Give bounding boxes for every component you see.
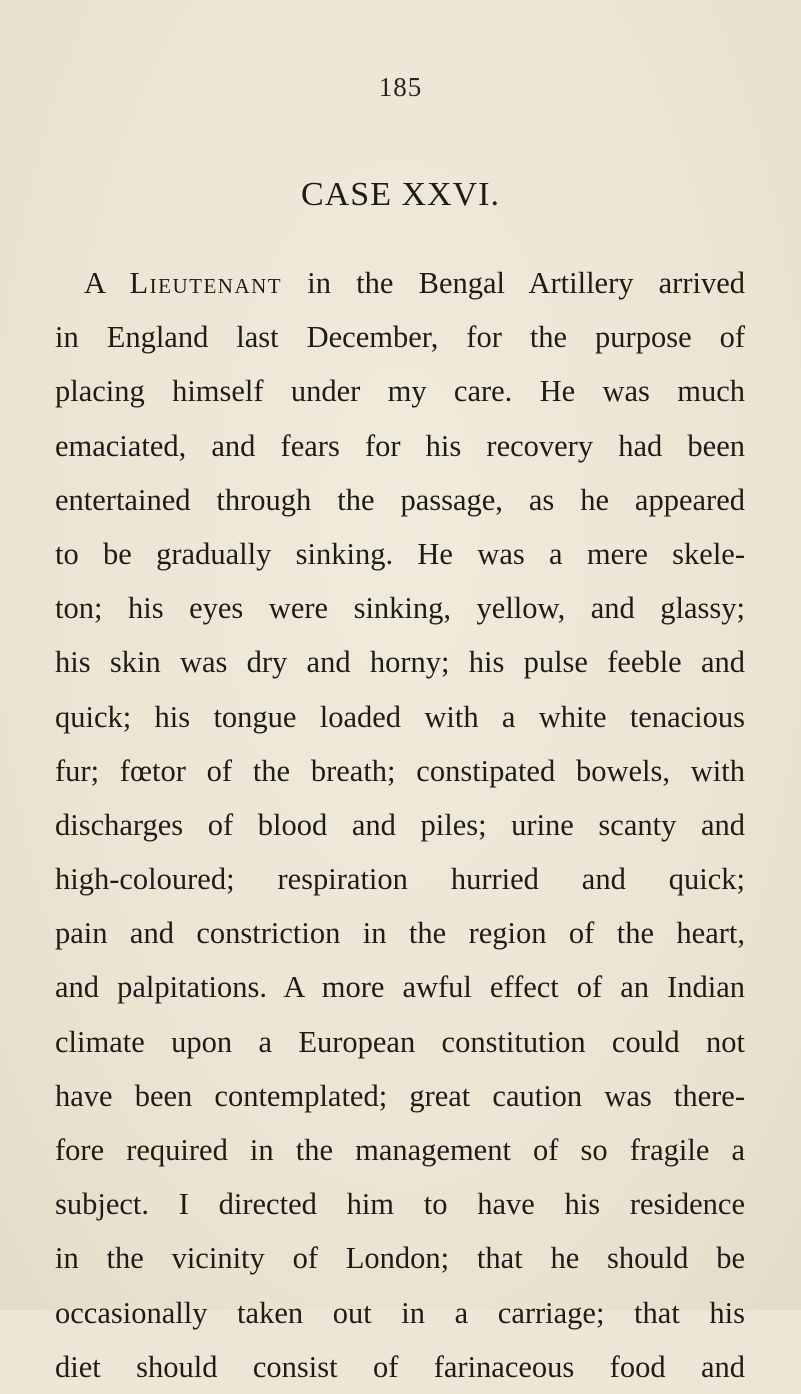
text-line: high-coloured; respiration hurried and quick; — [55, 862, 745, 897]
text-line: to be gradually sinking. He was a mere skele- — [55, 536, 745, 571]
text-line: in the vicinity of London; that he should be — [55, 1241, 745, 1276]
text-line: ton; his eyes were sinking, yellow, and glassy; — [55, 591, 745, 626]
first-line-rest: in the Bengal Artillery arrived — [307, 266, 746, 300]
text-line-1 — [55, 256, 745, 310]
text-line: entertained through the passage, as he appeared — [55, 482, 745, 517]
case-heading: CASE XXVI. — [301, 176, 500, 213]
smallcaps-word: Lieutenant — [129, 266, 283, 300]
text-line: and palpitations. A more awful effect of an Indian — [55, 970, 745, 1005]
text-line: in England last December, for the purpose of — [55, 320, 745, 355]
text-line: occasionally taken out in a carriage; that his — [55, 1295, 745, 1330]
text-line: his skin was dry and horny; his pulse feeble and — [55, 645, 745, 680]
text-line: quick; his tongue loaded with a white tenacious — [55, 699, 745, 734]
text-line: climate upon a European constitution could not — [55, 1024, 745, 1059]
text-line: fore required in the management of so fragile a — [55, 1133, 745, 1167]
opening-word: A — [84, 266, 105, 300]
text-line: discharges of blood and piles; urine scanty and — [55, 807, 745, 842]
text-line: diet should consist of farinaceous food and — [55, 1349, 745, 1384]
text-line: have been contemplated; great caution was there- — [55, 1078, 745, 1113]
page-number: 185 — [378, 72, 423, 102]
text-line: pain and constriction in the region of the heart, — [55, 916, 745, 951]
text-line: placing himself under my care. He was much — [55, 374, 745, 409]
text-line: fur; fœtor of the breath; constipated bowels, with — [55, 753, 745, 788]
text-line: subject. I directed him to have his residence — [55, 1187, 745, 1222]
text-line: emaciated, and fears for his recovery had been — [55, 428, 745, 463]
body-text — [55, 256, 745, 1394]
